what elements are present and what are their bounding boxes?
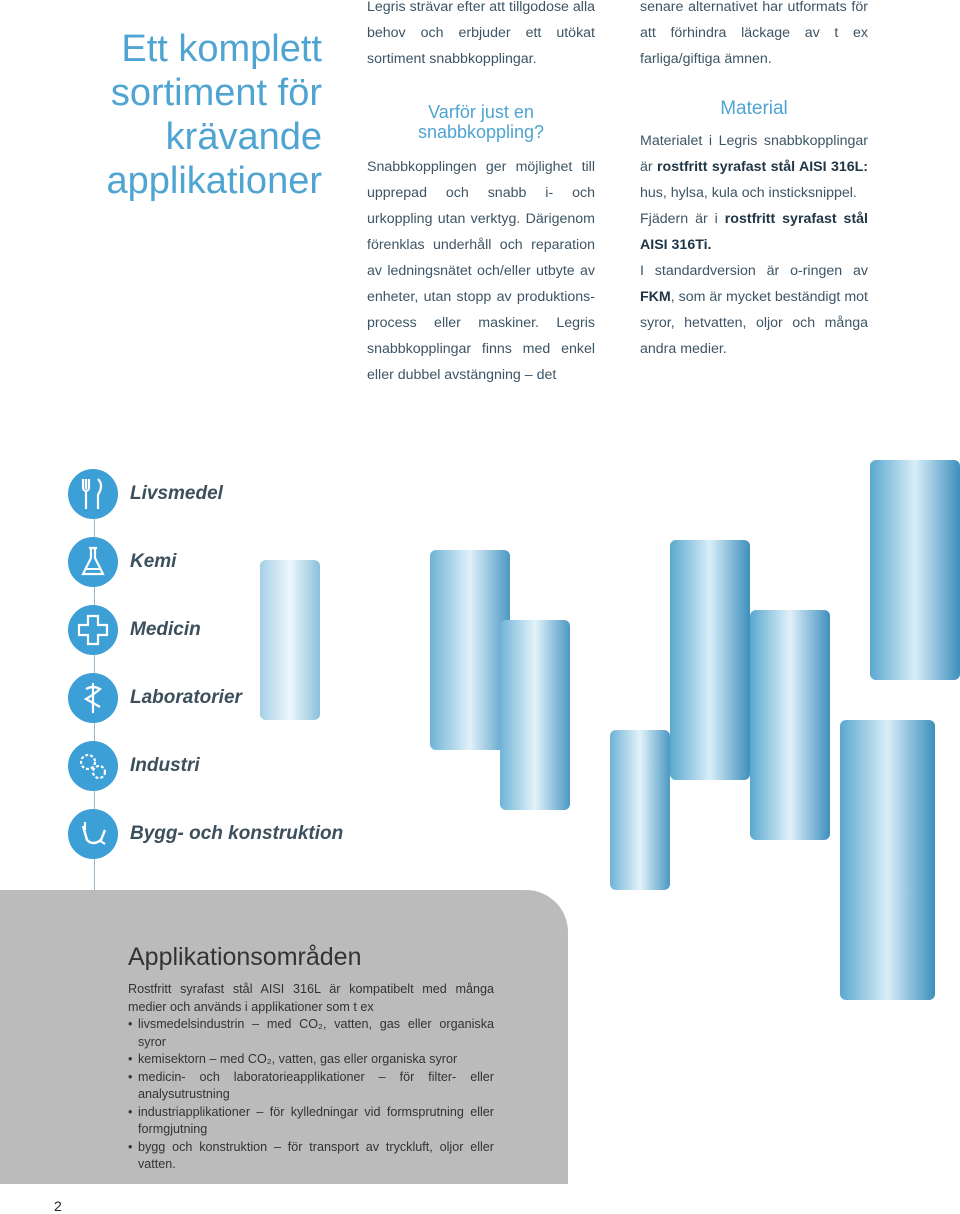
fitting-shape <box>670 540 750 780</box>
why-paragraph: Snabbkopplingen ger möjlighet till upprepad och snabb i- och urkoppling utan verktyg. Därigenom förenklas underhåll och reparation av ledningsnätet och/eller utbyte av enheter, utan stopp av produktions-process eller maskiner. Legris snabbkopplingar finns med enkel eller dubbel avstängning – det <box>367 159 595 383</box>
helmet-icon <box>68 809 118 859</box>
why-heading: Varför just en snabbkoppling? <box>417 102 545 142</box>
panel-intro: Rostfritt syrafast stål AISI 316L är kompatibelt med många medier och används i applikationer som t ex <box>128 982 494 1014</box>
fitting-shape <box>610 730 670 890</box>
page-headline: Ett komplett sortiment för krävande applikationer <box>106 28 322 203</box>
application-item-medicin <box>68 603 201 657</box>
application-label: Industri <box>130 755 200 776</box>
application-label: Livsmedel <box>130 483 223 504</box>
text-column-1 <box>367 0 595 388</box>
list-item: • industriapplikationer – för kylledningar vid formsprutning eller formgjutning <box>128 1104 494 1139</box>
fitting-shape <box>840 720 935 1000</box>
application-item-industri <box>68 739 200 793</box>
application-item-laboratorier <box>68 671 242 725</box>
panel-title: Applikationsområden <box>128 943 362 971</box>
flask-icon <box>68 537 118 587</box>
application-item-kemi <box>68 535 176 589</box>
fitting-shape <box>870 460 960 680</box>
material-paragraph-3: I standardversion är o-ringen av FKM, som är mycket beständigt mot syror, hetvatten, oljor och många andra medier. <box>640 263 868 357</box>
text-column-2 <box>640 0 868 362</box>
continued-paragraph: senare alternativet har utformats för att förhindra läckage av t ex farliga/giftiga ämnen. <box>640 0 868 67</box>
application-label: Bygg- och konstruktion <box>130 823 344 844</box>
list-item: • bygg och konstruktion – för transport av tryckluft, oljor eller vatten. <box>128 1139 494 1174</box>
gears-icon <box>68 741 118 791</box>
intro-paragraph: Legris strävar efter att tillgodose alla behov och erbjuder ett utökat sortiment snabbkopplingar. <box>367 0 595 67</box>
list-item: • kemisektorn – med CO₂, vatten, gas eller organiska syror <box>128 1051 494 1069</box>
application-label: Medicin <box>130 619 201 640</box>
fork-knife-icon <box>68 469 118 519</box>
cross-icon <box>68 605 118 655</box>
application-item-livsmedel <box>68 467 223 521</box>
material-paragraph-1: Materialet i Legris snabbkopplingar är rostfritt syrafast stål AISI 316L: hus, hylsa, kula och insticksnippel. <box>640 133 869 201</box>
application-label: Laboratorier <box>130 687 242 708</box>
page-number: 2 <box>54 1198 62 1214</box>
material-heading: Material <box>720 98 788 119</box>
fitting-shape <box>430 550 510 750</box>
material-paragraph-2: Fjädern är i rostfritt syrafast stål AISI 316Ti. <box>640 211 868 253</box>
list-item: • livsmedelsindustrin – med CO₂, vatten, gas eller organiska syror <box>128 1016 494 1051</box>
application-label: Kemi <box>130 551 177 572</box>
fitting-shape <box>500 620 570 810</box>
fitting-shape <box>750 610 830 840</box>
list-item: • medicin- och laboratorieapplikationer – för filter- eller analysutrustning <box>128 1069 494 1104</box>
caduceus-icon <box>68 673 118 723</box>
fitting-shape <box>260 560 320 720</box>
panel-bullet-list <box>128 1016 494 1174</box>
application-item-bygg <box>68 807 343 861</box>
panel-body <box>128 981 494 1174</box>
